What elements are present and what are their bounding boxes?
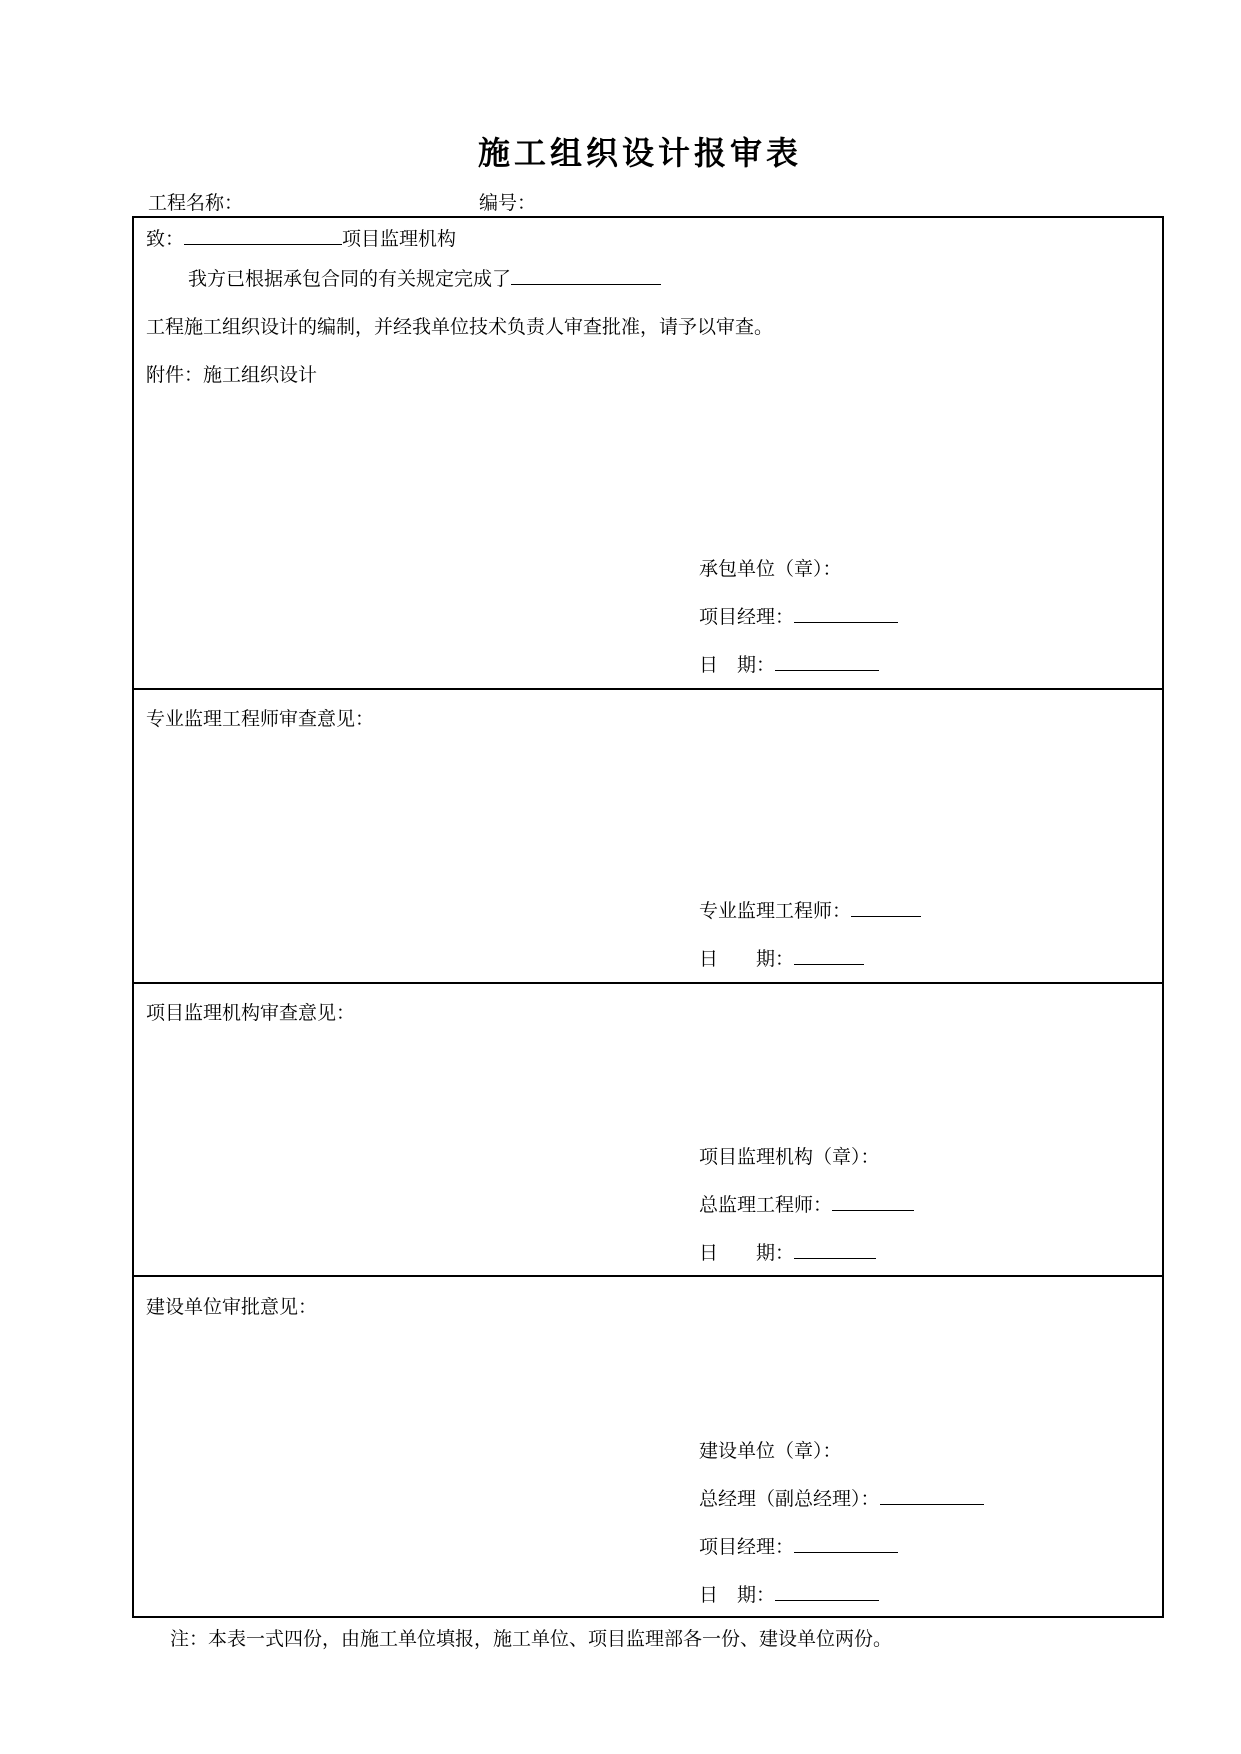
supervision-review-heading: 项目监理机构审查意见： (146, 1002, 356, 1024)
recipient-line (146, 224, 456, 251)
date-line-4 (699, 1580, 879, 1607)
contractor-seal-label: 承包单位（章）： (699, 558, 842, 580)
date-label-1: 日 期： (699, 654, 776, 676)
statement-line-2: 工程施工组织设计的编制，并经我单位技术负责人审查批准，请予以审查。 (146, 316, 774, 338)
date-line-2 (699, 944, 864, 971)
footnote: 注：本表一式四份，由施工单位填报，施工单位、项目监理部各一份、建设单位两份。 (170, 1628, 893, 1650)
project-name-label: 工程名称： (148, 192, 244, 214)
project-manager-blank[interactable] (794, 604, 898, 623)
owner-project-manager-label: 项目经理： (699, 1536, 795, 1558)
engineer-review-heading: 专业监理工程师审查意见： (146, 708, 375, 730)
date-blank-4[interactable] (775, 1582, 879, 1601)
chief-engineer-line (699, 1190, 914, 1217)
number-label: 编号： (479, 192, 537, 214)
engineer-label: 专业监理工程师： (699, 900, 852, 922)
project-manager-label: 项目经理： (699, 606, 795, 628)
statement-text-1: 我方已根据承包合同的有关规定完成了 (188, 268, 512, 290)
date-line-1 (699, 650, 879, 677)
date-blank-1[interactable] (775, 652, 879, 671)
recipient-suffix: 项目监理机构 (342, 228, 457, 250)
owner-seal-label: 建设单位（章）： (699, 1440, 842, 1462)
chief-engineer-blank[interactable] (832, 1192, 914, 1211)
owner-project-manager-blank[interactable] (794, 1534, 898, 1553)
general-manager-blank[interactable] (880, 1486, 984, 1505)
date-label-3: 日 期： (699, 1242, 795, 1264)
supervision-seal-label: 项目监理机构（章）： (699, 1146, 880, 1168)
divider-1 (132, 688, 1164, 690)
date-label-2: 日 期： (699, 948, 795, 970)
chief-engineer-label: 总监理工程师： (699, 1194, 833, 1216)
project-manager-line (699, 602, 898, 629)
date-blank-3[interactable] (794, 1240, 876, 1259)
attachment-line: 附件：施工组织设计 (146, 364, 318, 386)
general-manager-label: 总经理（副总经理）： (699, 1488, 880, 1510)
engineer-line (699, 896, 921, 923)
divider-2 (132, 982, 1164, 984)
project-blank[interactable] (511, 266, 661, 285)
divider-3 (132, 1275, 1164, 1277)
owner-project-manager-line (699, 1532, 898, 1559)
recipient-blank[interactable] (184, 226, 342, 245)
date-line-3 (699, 1238, 876, 1265)
statement-line-1 (188, 264, 661, 291)
page-title: 施工组织设计报审表 (477, 134, 802, 172)
owner-approval-heading: 建设单位审批意见： (146, 1296, 318, 1318)
engineer-blank[interactable] (851, 898, 921, 917)
date-label-4: 日 期： (699, 1584, 776, 1606)
form-table (132, 216, 1164, 1618)
date-blank-2[interactable] (794, 946, 864, 965)
general-manager-line (699, 1484, 984, 1511)
recipient-prefix: 致： (146, 228, 185, 250)
